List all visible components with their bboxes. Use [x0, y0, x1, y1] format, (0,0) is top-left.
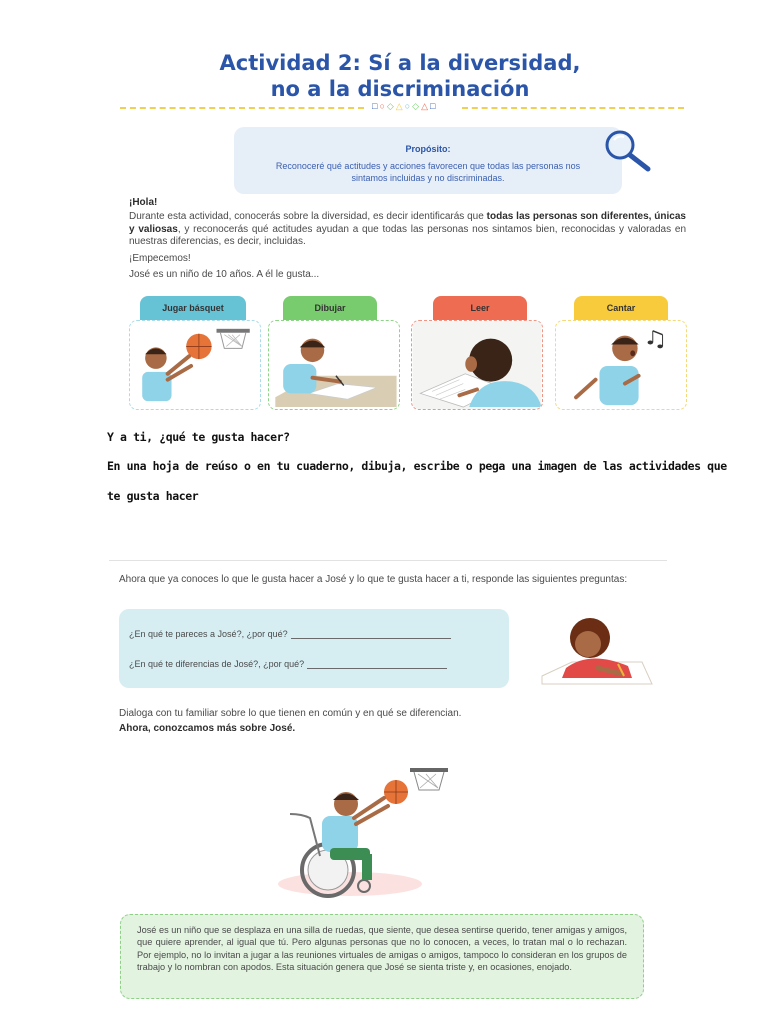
section-separator: [109, 560, 667, 561]
drawing-illustration: [269, 321, 399, 409]
intro-text-start: Durante esta actividad, conocerás sobre la diversidad, es decir identificarás que: [129, 211, 487, 222]
shape-ornament: □○◇△○◇△□: [372, 101, 438, 111]
girl-writing-illustration: [538, 612, 656, 690]
dialog-text: Dialoga con tu familiar sobre lo que tienen en común y en qué se diferencian.: [119, 708, 462, 719]
story-text: José es un niño que se desplaza en una silla de ruedas, que siente, que desea sentirse querido, tener amigas y amigos, que quiere aprender, al igual que tú. Pero algunas personas que no lo conocen, a veces, lo tratan mal o lo rechazan. Por ejemplo, no lo invitan a jugar a las reuniones virtuales de amigas o amigos, tampoco lo consideran en los grupos de trabajo y lo nombran con apodos. Esta situación genera que José se sienta triste y, en ocasiones, enojado.: [137, 925, 627, 973]
activity-card-singing: [555, 320, 687, 410]
instruction-line: En una hoja de reúso o en tu cuaderno, dibuja, escribe o pega una imagen de las actividades que: [107, 459, 727, 473]
question-box: [119, 609, 509, 688]
question-1: [129, 629, 451, 639]
activity-tag-basketball: Jugar básquet: [140, 296, 246, 320]
wheelchair-basketball-illustration: [270, 762, 460, 902]
intro-paragraph: [129, 211, 686, 249]
activity-tag-singing: Cantar: [574, 296, 668, 320]
activity-tag-drawing: Dibujar: [283, 296, 377, 320]
title-line-2: no a la discriminación: [270, 77, 530, 101]
answer-line-1[interactable]: [291, 630, 451, 639]
basketball-illustration: [130, 321, 260, 409]
divider-left: [120, 107, 364, 109]
activity-card-reading: [411, 320, 543, 410]
question-you: Y a ti, ¿qué te gusta hacer?: [107, 430, 290, 444]
question-2-text: ¿En qué te diferencias de José?, ¿por qué?: [129, 659, 305, 669]
intro-text-bold: todas las personas son diferentes, únicas y valiosas: [129, 211, 686, 235]
music-notes-icon: [648, 331, 663, 349]
story-box: [120, 914, 644, 999]
jose-likes-text: José es un niño de 10 años. A él le gusta...: [129, 269, 320, 280]
answer-line-2[interactable]: [307, 660, 447, 669]
reading-illustration: [412, 321, 542, 409]
page-title: [120, 50, 680, 102]
question-2: [129, 659, 447, 669]
title-line-1: Actividad 2: Sí a la diversidad,: [219, 51, 581, 75]
singing-illustration: [556, 321, 686, 409]
purpose-text: Reconoceré qué actitudes y acciones favorecen que todas las personas nos sintamos incluidas y no discriminadas.: [275, 161, 581, 183]
start-text: ¡Empecemos!: [129, 253, 191, 264]
purpose-box: [234, 127, 622, 194]
activity-tag-reading: Leer: [433, 296, 527, 320]
instruction-line-end: te gusta hacer: [107, 489, 199, 503]
intro-text-end: , y reconocerás qué actitudes ayudan a que todas las personas nos sintamos bien, reconocidas y valoradas en nuestras diferencias, es decir, incluidas.: [129, 223, 687, 247]
magnifier-icon: [598, 127, 658, 175]
dialog-bold: Ahora, conozcamos más sobre José.: [119, 723, 296, 734]
greeting: ¡Hola!: [129, 197, 158, 208]
divider-right: [462, 107, 684, 109]
questions-intro: Ahora que ya conoces lo que le gusta hacer a José y lo que te gusta hacer a ti, responde las siguientes preguntas:: [119, 574, 628, 585]
question-1-text: ¿En qué te pareces a José?, ¿por qué?: [129, 629, 288, 639]
purpose-title: Propósito:: [405, 144, 451, 154]
activity-card-basketball: [129, 320, 261, 410]
activity-card-drawing: [268, 320, 400, 410]
